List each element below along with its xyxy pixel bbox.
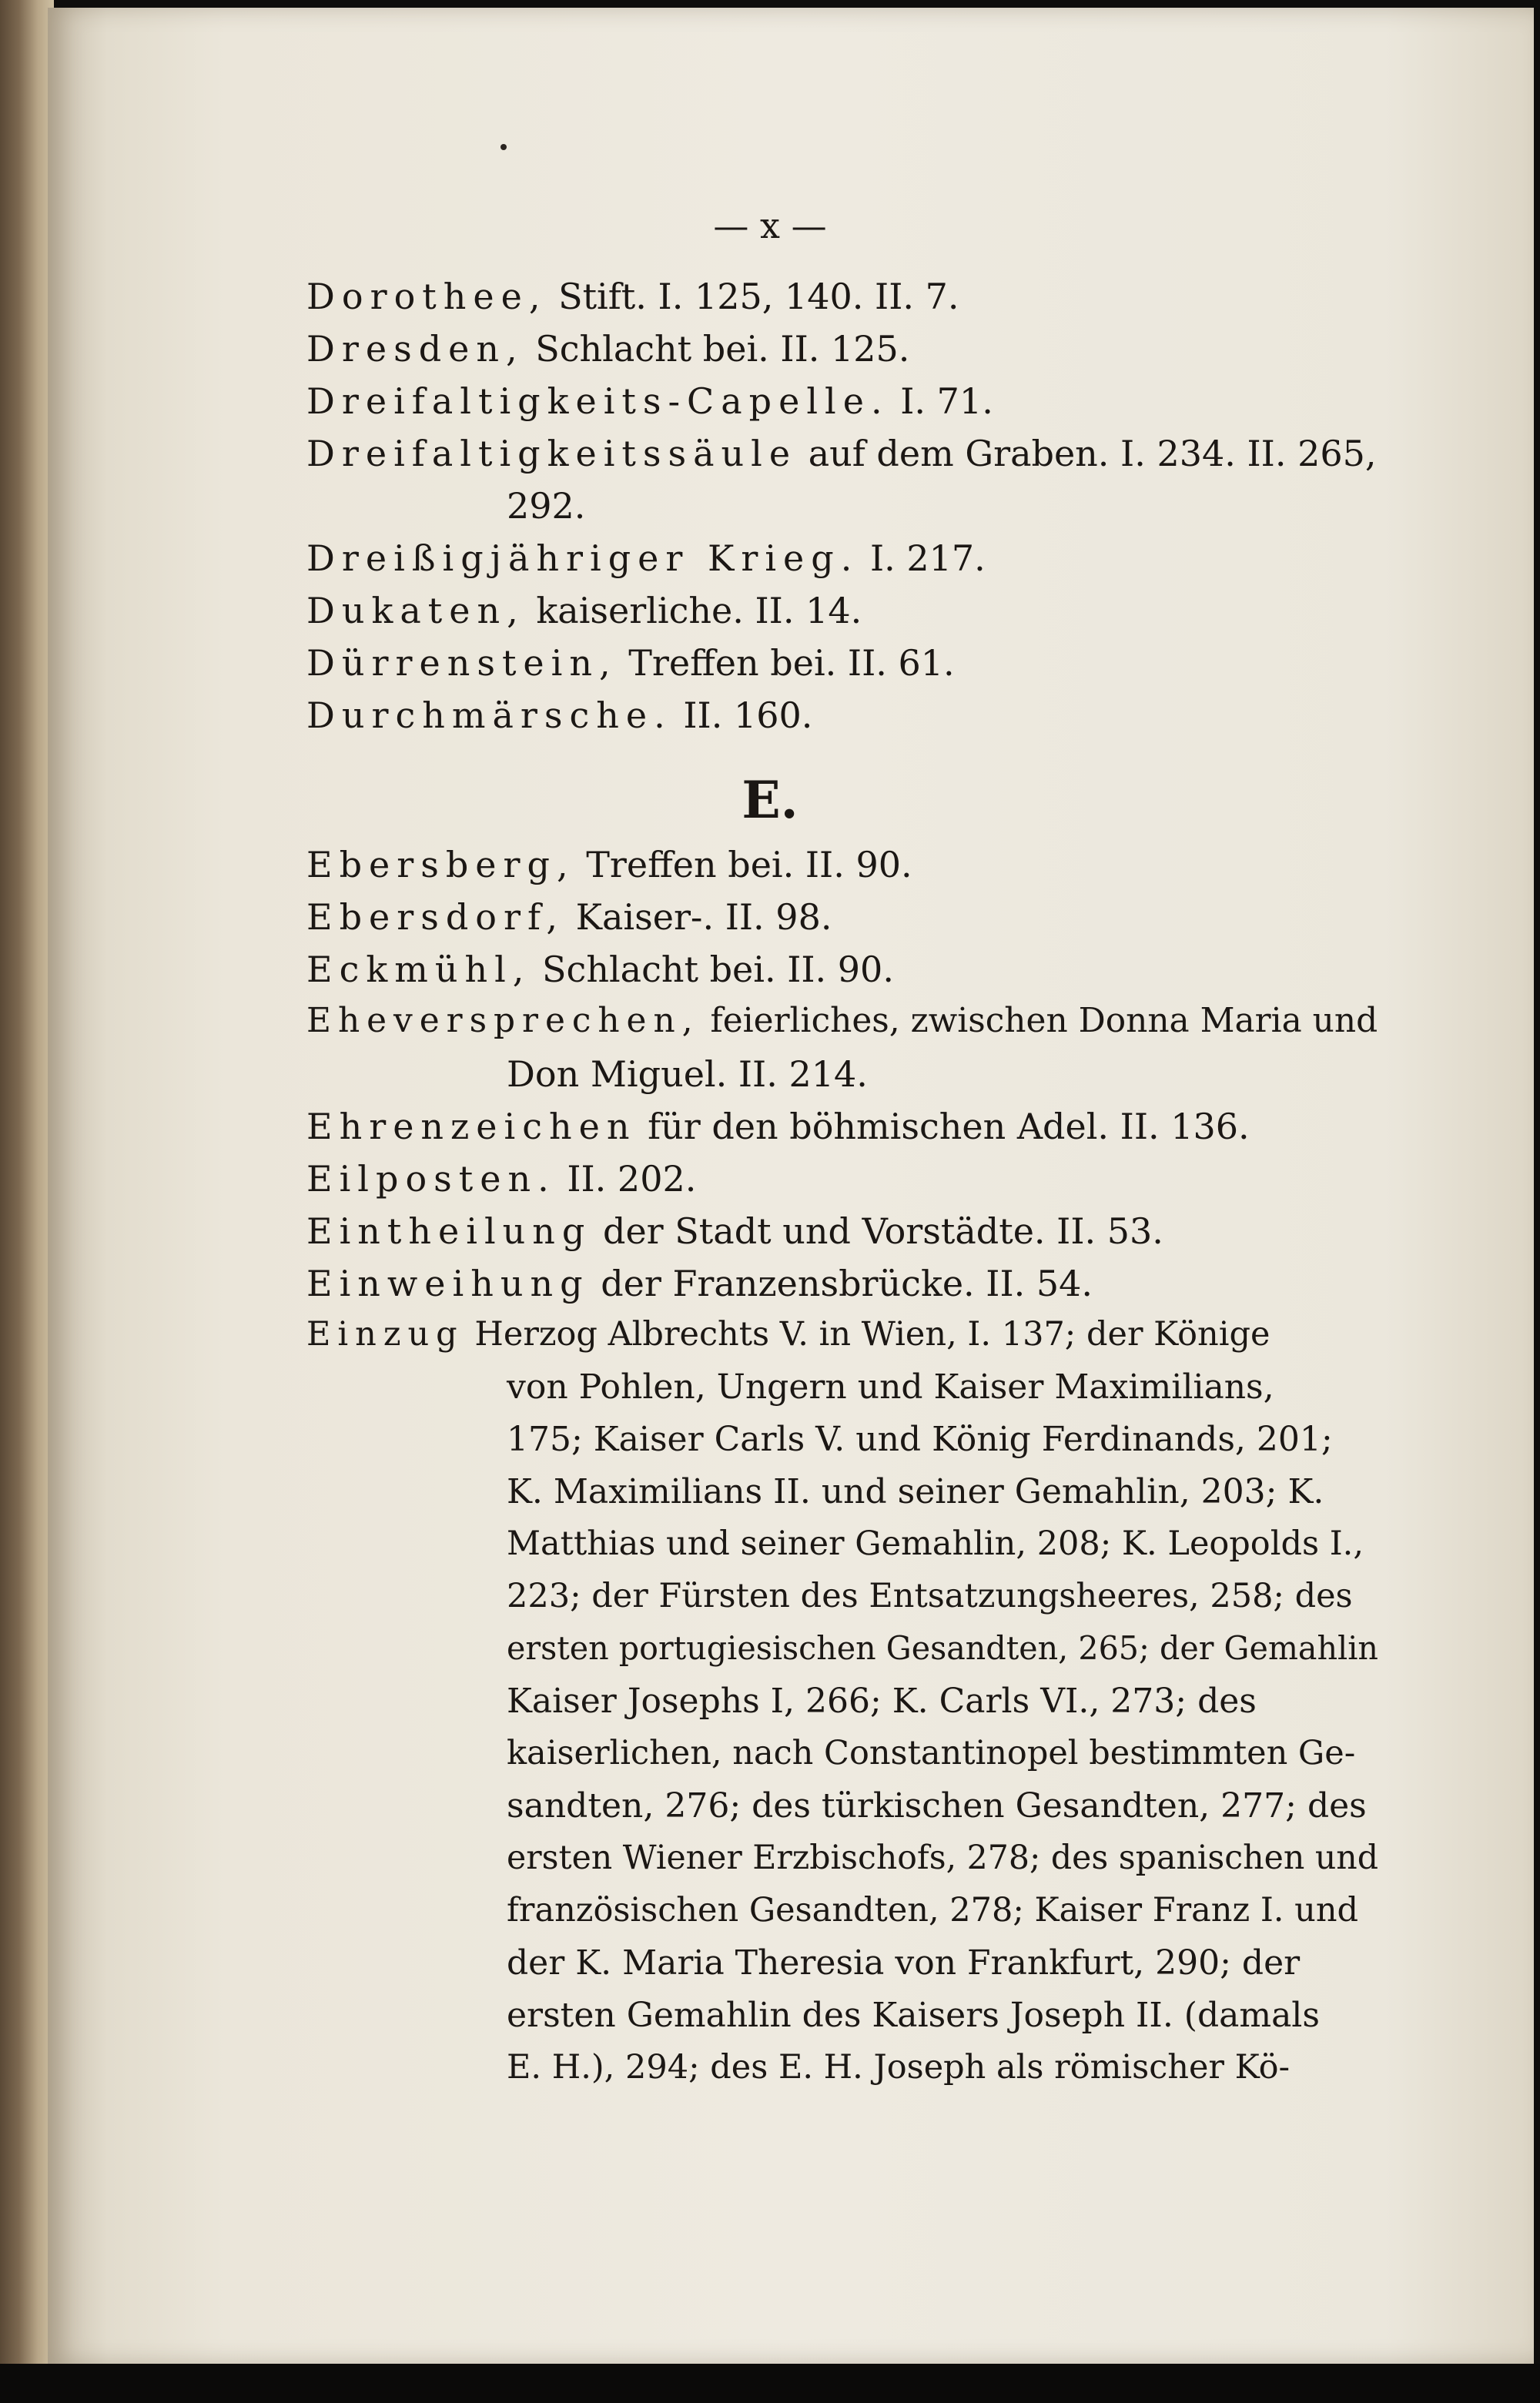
entry-text: Don Miguel. II. 214. bbox=[507, 1053, 868, 1095]
page-number: — x — bbox=[713, 205, 827, 246]
index-entry-continuation bbox=[507, 1891, 1359, 1929]
entry-text: Schlacht bei. II. 90. bbox=[542, 949, 894, 990]
index-entry-continuation bbox=[507, 1786, 1367, 1826]
entry-text: der K. Maria Theresia von Frankfurt, 290; der bbox=[507, 1943, 1301, 1983]
entry-text: der Stadt und Vorstädte. II. 53. bbox=[603, 1210, 1163, 1252]
entry-term: Dorothee, bbox=[306, 276, 547, 317]
entry-text: Herzog Albrechts V. in Wien, I. 137; der Könige bbox=[474, 1315, 1270, 1354]
index-entry-continuation bbox=[507, 1734, 1356, 1772]
entry-text: der Franzensbrücke. II. 54. bbox=[601, 1263, 1093, 1304]
entry-text: kaiserlichen, nach Constantinopel bestimmten Ge- bbox=[507, 1734, 1356, 1772]
index-entry bbox=[306, 642, 955, 684]
entry-text: I. 217. bbox=[869, 537, 986, 579]
entry-text: 292. bbox=[507, 485, 586, 527]
entry-text: 223; der Fürsten des Entsatzungsheeres, 258; des bbox=[507, 1577, 1353, 1615]
index-entry-continuation bbox=[507, 1472, 1324, 1511]
entry-text: K. Maximilians II. und seiner Gemahlin, 203; K. bbox=[507, 1472, 1324, 1511]
entry-text: Matthias und seiner Gemahlin, 208; K. Leopolds I., bbox=[507, 1524, 1364, 1563]
entry-text: ersten Wiener Erzbischofs, 278; des spanischen und bbox=[507, 1839, 1379, 1877]
index-entry-continuation bbox=[507, 1839, 1379, 1877]
entry-text: Treffen bei. II. 90. bbox=[586, 844, 912, 885]
entry-text: auf dem Graben. I. 234. II. 265, bbox=[808, 433, 1377, 474]
index-entry bbox=[306, 1106, 1250, 1147]
entry-text: ersten Gemahlin des Kaisers Joseph II. (damals bbox=[507, 1996, 1320, 2035]
index-entry-continuation bbox=[507, 1577, 1353, 1615]
entry-text: I. 71. bbox=[900, 380, 993, 422]
entry-term: Dresden, bbox=[306, 328, 524, 370]
index-entry-continuation bbox=[507, 1629, 1378, 1667]
entry-text: von Pohlen, Ungern und Kaiser Maximilians, bbox=[507, 1367, 1274, 1407]
ink-speck bbox=[500, 144, 507, 150]
index-entry bbox=[306, 694, 813, 736]
scan-bottom-edge bbox=[0, 2364, 1540, 2403]
section-heading-letter: E. bbox=[742, 770, 798, 830]
entry-text: für den böhmischen Adel. II. 136. bbox=[648, 1106, 1250, 1147]
entry-text: ersten portugiesischen Gesandten, 265; der Gemahlin bbox=[507, 1629, 1378, 1667]
index-entry-continuation bbox=[507, 1053, 868, 1095]
index-entry bbox=[306, 433, 1377, 474]
entry-text: Stift. I. 125, 140. II. 7. bbox=[558, 276, 959, 317]
entry-text: sandten, 276; des türkischen Gesandten, 277; des bbox=[507, 1786, 1367, 1826]
entry-term: Eilposten. bbox=[306, 1158, 556, 1200]
entry-term: Eheversprechen, bbox=[306, 1001, 700, 1040]
entry-text: II. 160. bbox=[683, 694, 813, 736]
entry-term: Dreifaltigkeitssäule bbox=[306, 433, 798, 474]
index-entry bbox=[306, 1263, 1093, 1304]
index-entry bbox=[306, 949, 894, 990]
entry-term: Ehrenzeichen bbox=[306, 1106, 637, 1147]
entry-term: Einzug bbox=[306, 1315, 464, 1354]
entry-term: Dreifaltigkeits-Capelle. bbox=[306, 380, 889, 422]
entry-term: Eckmühl, bbox=[306, 949, 531, 990]
entry-text: Treffen bei. II. 61. bbox=[628, 642, 955, 684]
index-entry bbox=[306, 1315, 1270, 1354]
entry-text: Kaiser-. II. 98. bbox=[575, 896, 832, 938]
entry-text: Schlacht bei. II. 125. bbox=[535, 328, 910, 370]
entry-text: französischen Gesandten, 278; Kaiser Franz I. und bbox=[507, 1891, 1359, 1929]
index-entry bbox=[306, 1210, 1163, 1252]
book-spine bbox=[0, 0, 54, 2371]
entry-term: Dukaten, bbox=[306, 590, 525, 631]
entry-term: Ebersberg, bbox=[306, 844, 575, 885]
index-entry bbox=[306, 328, 910, 370]
entry-term: Dürrenstein, bbox=[306, 642, 618, 684]
index-entry bbox=[306, 380, 993, 422]
index-entry-continuation bbox=[507, 1682, 1257, 1721]
index-entry bbox=[306, 896, 832, 938]
index-entry bbox=[306, 537, 986, 579]
entry-text: 175; Kaiser Carls V. und König Ferdinands, 201; bbox=[507, 1420, 1333, 1459]
index-entry-continuation bbox=[507, 1943, 1301, 1983]
index-entry bbox=[306, 1001, 1378, 1040]
entry-term: Dreißigjähriger Krieg. bbox=[306, 537, 859, 579]
index-entry bbox=[306, 276, 959, 317]
entry-term: Einweihung bbox=[306, 1263, 590, 1304]
index-entry bbox=[306, 590, 862, 631]
entry-text: Kaiser Josephs I, 266; K. Carls VI., 273; des bbox=[507, 1682, 1257, 1721]
entry-text: E. H.), 294; des E. H. Joseph als römischer Kö- bbox=[507, 2048, 1291, 2087]
entry-text: kaiserliche. II. 14. bbox=[536, 590, 862, 631]
entry-term: Durchmärsche. bbox=[306, 694, 672, 736]
index-entry-continuation bbox=[507, 2048, 1291, 2087]
entry-term: Eintheilung bbox=[306, 1210, 592, 1252]
index-entry-continuation bbox=[507, 485, 586, 527]
index-entry bbox=[306, 844, 912, 885]
index-entry bbox=[306, 1158, 697, 1200]
entry-text: feierliches, zwischen Donna Maria und bbox=[710, 1001, 1378, 1040]
index-entry-continuation bbox=[507, 1420, 1333, 1459]
index-entry-continuation bbox=[507, 1524, 1364, 1563]
entry-term: Ebersdorf, bbox=[306, 896, 564, 938]
index-entry-continuation bbox=[507, 1367, 1274, 1407]
index-entry-continuation bbox=[507, 1996, 1320, 2035]
entry-text: II. 202. bbox=[567, 1158, 697, 1200]
